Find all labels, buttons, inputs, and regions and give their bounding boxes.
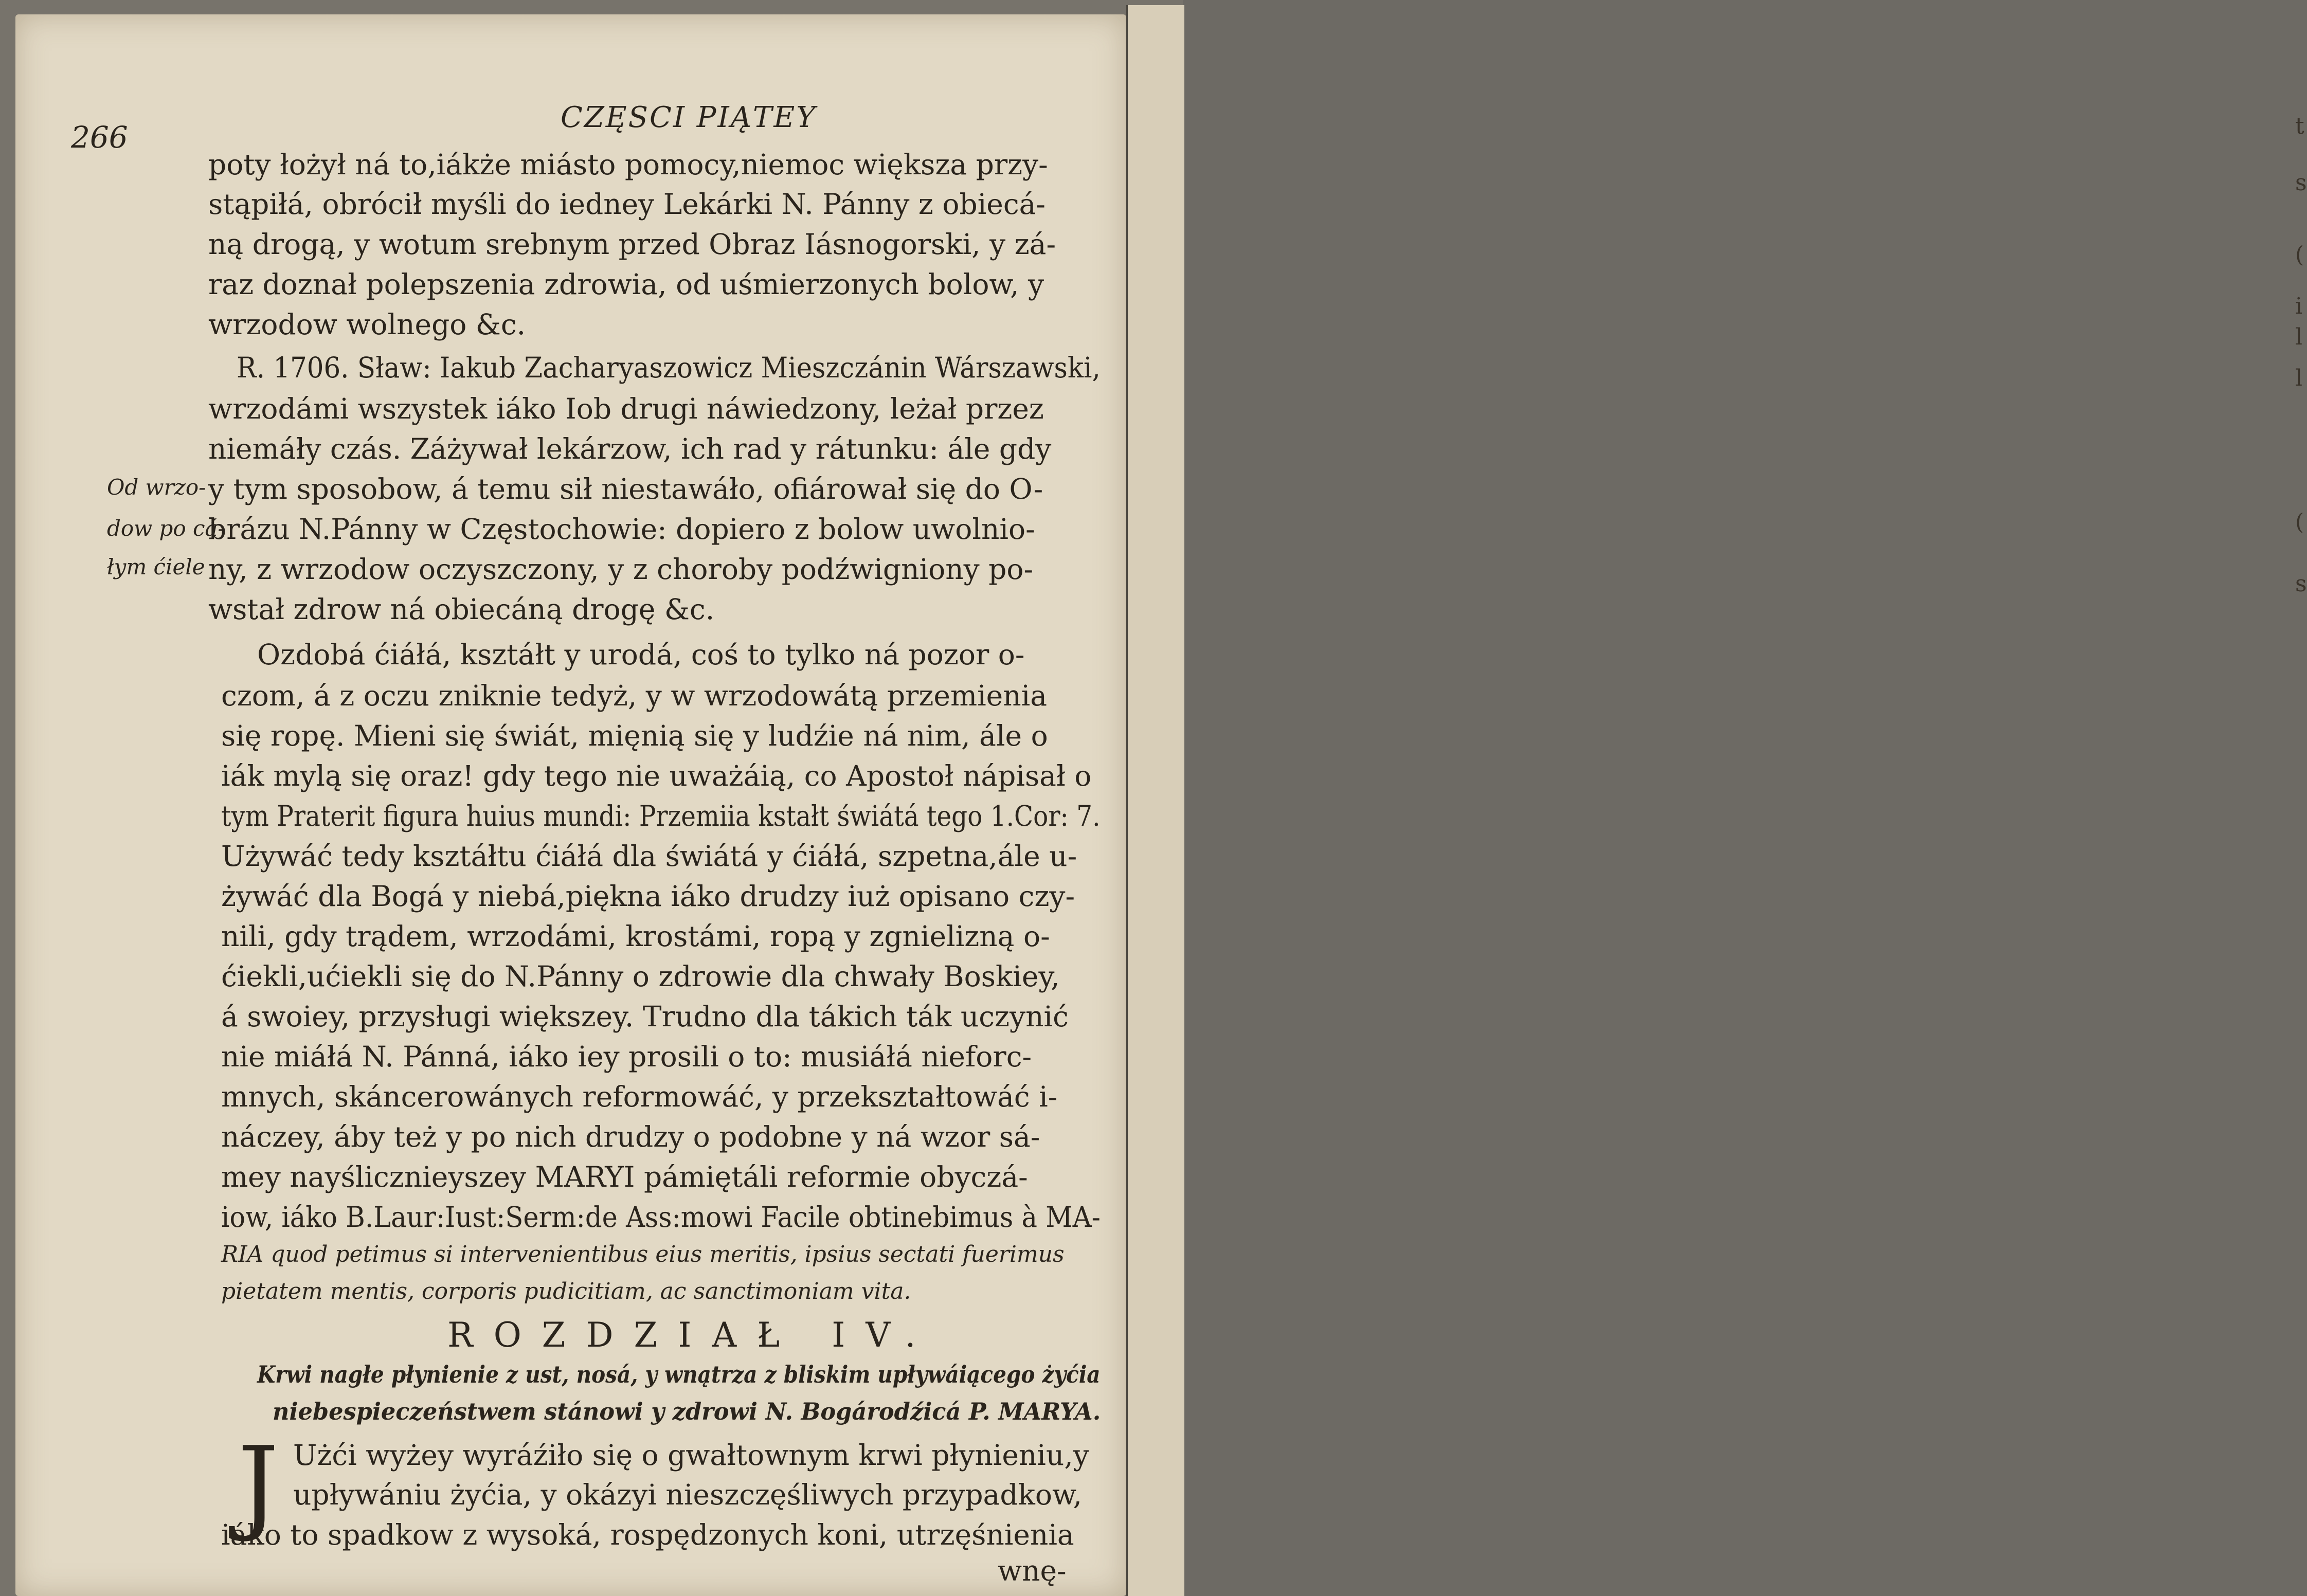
chapter-title: ROZDZIAŁ IV. — [447, 1315, 936, 1355]
edge-letter: t — [2295, 113, 2304, 139]
body-line: ny, z wrzodow oczyszczony, y z choroby podźwigniony po- — [208, 553, 1034, 586]
edge-letter: s — [2295, 170, 2307, 196]
margin-note: Od wrzo- — [107, 475, 206, 500]
body-line: á swoiey, przysługi większey. Trudno dla tákich ták uczynić — [221, 1000, 1069, 1033]
body-line: nie miáłá N. Pánná, iáko iey prosili o to: musiáłá nieforc- — [221, 1040, 1032, 1073]
drop-cap: J — [238, 1425, 279, 1545]
body-line: niemáły czás. Záżywał lekárzow, ich rad y rátunku: ále gdy — [208, 432, 1052, 465]
body-line: y tym sposobow, á temu sił niestawáło, ofiárował się do O- — [208, 473, 1043, 505]
running-head: CZĘSCI PIĄTEY — [561, 101, 817, 134]
body-line: Ozdobá ćiáłá, ksztáłt y urodá, coś to tylko ná pozor o- — [257, 638, 1025, 671]
edge-letter: ( — [2295, 509, 2304, 535]
edge-letter: l — [2295, 365, 2303, 391]
body-line: nili, gdy trądem, wrzodámi, krostámi, ropą y zgnielizną o- — [221, 920, 1050, 953]
body-line: się ropę. Mieni się świát, mięnią się y ludźie ná nim, ále o — [221, 719, 1048, 752]
body-line: mey nayślicznieyszey MARYI pámiętáli reformie obyczá- — [221, 1160, 1028, 1193]
body-line: żywáć dla Bogá y niebá,piękna iáko drudzy iuż opisano czy- — [221, 880, 1075, 913]
body-line: iák mylą się oraz! gdy tego nie uważáią, co Apostoł nápisał o — [221, 759, 1092, 792]
body-line: RIA quod petimus si intervenientibus eius meritis, ipsius sectati fuerimus — [221, 1241, 1065, 1267]
body-line: mnych, skáncerowánych reformowáć, y przekształtowáć i- — [221, 1080, 1058, 1113]
next-page-edge — [1126, 5, 2307, 1596]
body-line: R. 1706. Sław: Iakub Zacharyaszowicz Mieszczánin Wárszawski, — [237, 351, 1101, 384]
book-page — [15, 14, 1126, 1596]
edge-letter: i — [2295, 293, 2303, 319]
body-line: wstał zdrow ná obiecáną drogę &c. — [208, 593, 715, 626]
chapter-line: upływániu żyćia, y okázyi nieszczęśliwych przypadkow, — [293, 1478, 1083, 1511]
body-line: poty łożył ná to,iákże miásto pomocy,niemoc większa przy- — [208, 148, 1048, 181]
body-line: iow, iáko B.Laur:Iust:Serm:de Ass:mowi Facile obtinebimus à MA- — [221, 1201, 1101, 1234]
chapter-line: iáko to spadkow z wysoká, rospędzonych koni, utrzęśnienia — [221, 1518, 1074, 1551]
edge-letter: l — [2295, 324, 2303, 350]
body-line: wrzodow wolnego &c. — [208, 308, 526, 341]
margin-note: łym ćiele — [107, 554, 205, 579]
chapter-subtitle: niebespieczeństwem stánowi y zdrowi N. Bogárodźicá P. MARYA. — [273, 1398, 1101, 1425]
body-line: ćiekli,ućiekli się do N.Pánny o zdrowie dla chwały Boskiey, — [221, 960, 1060, 993]
page-number: 266 — [71, 120, 128, 155]
body-line: náczey, áby też y po nich drudzy o podobne y ná wzor sá- — [221, 1120, 1040, 1153]
body-line: stąpiłá, obrócił myśli do iedney Lekárki N. Pánny z obiecá- — [208, 188, 1046, 221]
margin-note: dow po cá- — [107, 516, 225, 541]
body-line: tym Praterit figura huius mundi: Przemiia kstałt świátá tego 1.Cor: 7. — [221, 800, 1101, 832]
body-line: raz doznał polepszenia zdrowia, od uśmierzonych bolow, y — [208, 268, 1044, 301]
body-line: wrzodámi wszystek iáko Iob drugi náwiedzony, leżał przez — [208, 392, 1044, 425]
body-line: czom, á z oczu zniknie tedyż, y w wrzodowátą przemienia — [221, 679, 1048, 712]
body-line: ną drogą, y wotum srebnym przed Obraz Iásnogorski, y zá- — [208, 228, 1056, 261]
body-line: brázu N.Pánny w Częstochowie: dopiero z bolow uwolnio- — [208, 513, 1035, 546]
body-line: pietatem mentis, corporis pudicitiam, ac sanctimoniam vita. — [221, 1278, 911, 1304]
chapter-line: Użći wyżey wyráźiło się o gwałtownym krwi płynieniu,y — [293, 1439, 1089, 1472]
body-line: Używáć tedy ksztáłtu ćiáłá dla świátá y ćiáłá, szpetna,ále u- — [221, 840, 1077, 873]
catchword: wnę- — [998, 1554, 1067, 1587]
edge-letter: ( — [2295, 242, 2304, 268]
chapter-subtitle: Krwi nagłe płynienie z ust, nosá, y wnątrza z bliskim upływáiącego żyćia — [257, 1361, 1101, 1388]
edge-letter: s — [2295, 571, 2307, 597]
